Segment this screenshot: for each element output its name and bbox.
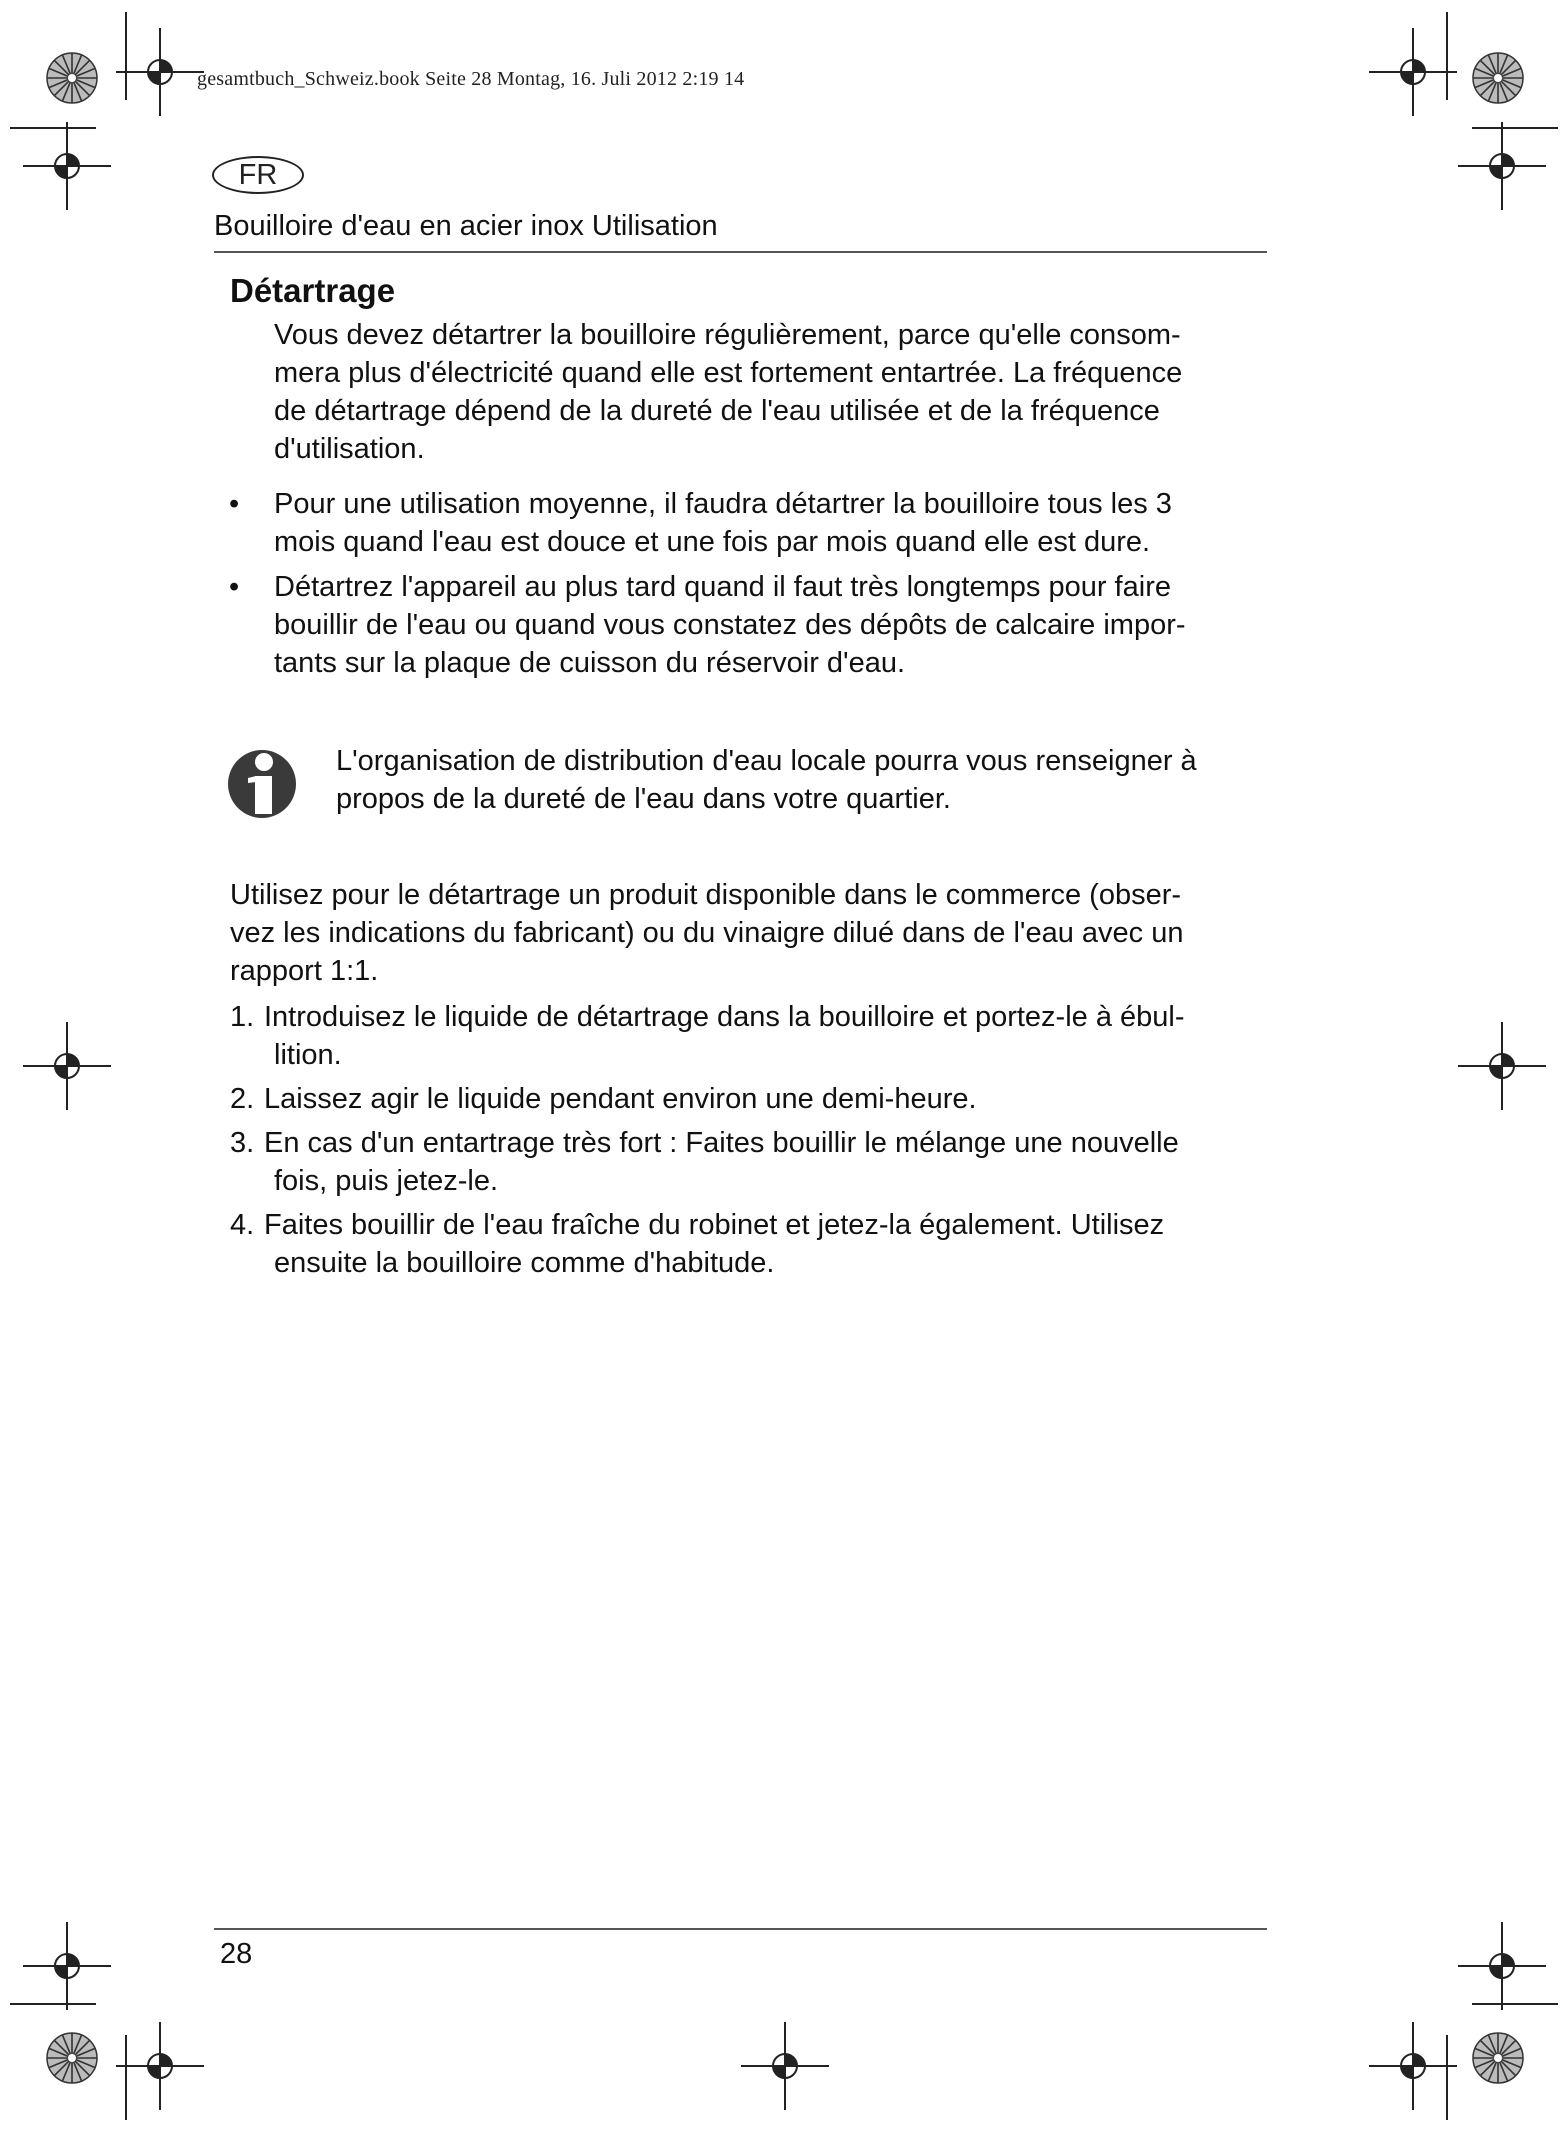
intro-line: mera plus d'électricité quand elle est fortement entartrée. La fréquence <box>274 357 1183 389</box>
step-item <box>264 1080 1264 1118</box>
page-number: 28 <box>220 1938 253 1970</box>
print-slug: gesamtbuch_Schweiz.book Seite 28 Montag, 16. Juli 2012 2:19 14 <box>197 68 745 90</box>
bullet-dot: • <box>229 488 240 520</box>
step-line: Faites bouillir de l'eau fraîche du robinet et jetez-la également. Utilisez <box>264 1209 1165 1241</box>
step-number: 1. <box>230 1001 255 1033</box>
step-line: fois, puis jetez-le. <box>274 1165 499 1197</box>
step-line: En cas d'un entartrage très fort : Faites bouillir le mélange une nouvelle <box>264 1127 1179 1159</box>
info-note <box>336 742 1266 818</box>
step-number: 2. <box>230 1083 255 1115</box>
info-line: propos de la dureté de l'eau dans votre quartier. <box>336 783 951 815</box>
step-item <box>264 998 1264 1074</box>
step-item <box>264 1124 1264 1200</box>
bullet-line: mois quand l'eau est douce et une fois par mois quand elle est dure. <box>274 526 1151 558</box>
step-line: ensuite la bouilloire comme d'habitude. <box>274 1247 775 1279</box>
bullet-line: Détartrez l'appareil au plus tard quand il faut très longtemps pour faire <box>274 571 1171 603</box>
step-number: 3. <box>230 1127 255 1159</box>
intro-line: de détartrage dépend de la dureté de l'eau utilisée et de la fréquence <box>274 395 1160 427</box>
intro-paragraph <box>274 316 1264 468</box>
bullet-line: Pour une utilisation moyenne, il faudra détartrer la bouilloire tous les 3 <box>274 488 1172 520</box>
header-rule <box>214 251 1267 253</box>
section-title: Détartrage <box>230 272 396 309</box>
detartrant-paragraph <box>230 876 1270 990</box>
paragraph-line: vez les indications du fabricant) ou du vinaigre dilué dans de l'eau avec un <box>230 917 1184 949</box>
info-icon <box>226 748 298 820</box>
bullet-line: bouillir de l'eau ou quand vous constatez des dépôts de calcaire impor- <box>274 609 1186 641</box>
bullet-dot: • <box>229 571 240 603</box>
intro-line: d'utilisation. <box>274 433 425 465</box>
intro-line: Vous devez détartrer la bouilloire régulièrement, parce qu'elle consom- <box>274 319 1181 351</box>
step-item <box>264 1206 1264 1282</box>
info-line: L'organisation de distribution d'eau locale pourra vous renseigner à <box>336 745 1197 777</box>
paragraph-line: rapport 1:1. <box>230 955 379 987</box>
step-number: 4. <box>230 1209 255 1241</box>
bullet-item <box>274 568 1264 682</box>
step-line: lition. <box>274 1039 342 1071</box>
paragraph-line: Utilisez pour le détartrage un produit disponible dans le commerce (obser- <box>230 879 1182 911</box>
step-line: Introduisez le liquide de détartrage dans la bouilloire et portez-le à ébul- <box>264 1001 1185 1033</box>
footer-rule <box>214 1928 1267 1930</box>
step-line: Laissez agir le liquide pendant environ une demi-heure. <box>264 1083 977 1115</box>
bullet-item <box>274 485 1264 561</box>
language-badge: FR <box>212 156 304 194</box>
bullet-line: tants sur la plaque de cuisson du réservoir d'eau. <box>274 647 906 679</box>
page-header-title: Bouilloire d'eau en acier inox Utilisation <box>214 210 718 242</box>
